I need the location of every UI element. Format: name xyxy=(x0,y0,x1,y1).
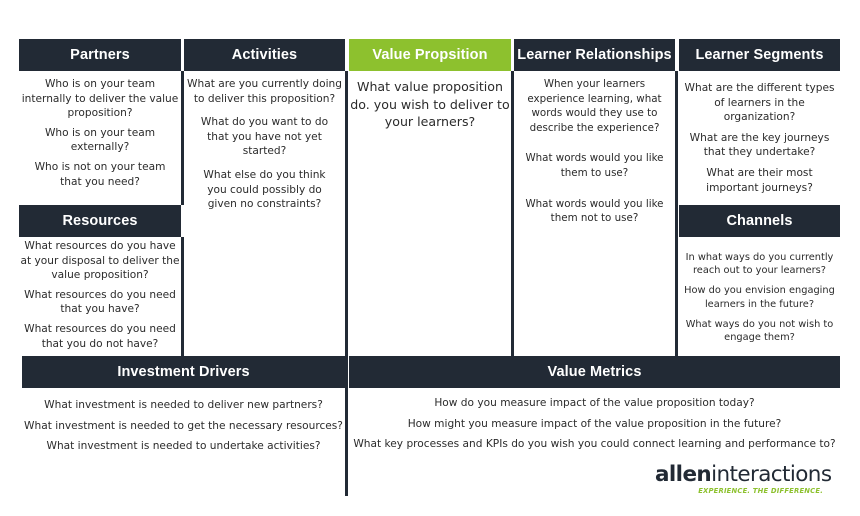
learner-relationships-question: What words would you like them not to use? xyxy=(525,197,664,225)
activities-question: What do you want to do that you have not yet started? xyxy=(200,116,329,158)
partners-question: Who is on your team externally? xyxy=(44,126,156,154)
learner-segments-question: What are their most important journeys? xyxy=(706,166,813,194)
resources-header: Resources xyxy=(19,205,181,237)
logo-wordmark xyxy=(655,462,832,487)
learner-segments-question: What are the key journeys that they undertake? xyxy=(689,131,830,159)
activities-question: What are you currently doing to deliver this proposition? xyxy=(187,78,342,105)
divider-segments-left xyxy=(675,71,678,356)
resources-questions xyxy=(19,239,181,359)
value-proposition-header: Value Propsition xyxy=(349,39,511,71)
resources-question: What resources do you need that you have? xyxy=(24,288,176,316)
investment-drivers-question: What investment is needed to deliver new partners? xyxy=(44,399,323,411)
resources-question: What resources do you have at your disposal to deliver the value proposition? xyxy=(20,240,180,282)
learner-relationships-question: When your learners experience learning, what words would they use to describe the experience? xyxy=(527,78,662,134)
investment-drivers-questions xyxy=(22,398,345,462)
activities-questions xyxy=(186,77,343,220)
learner-segments-question: What are the different types of learners in the organization? xyxy=(684,82,835,124)
activities-question: What else do you think you could possibly do given no constraints? xyxy=(203,168,326,211)
allen-interactions-logo xyxy=(655,462,832,495)
value-metrics-question: How might you measure impact of the value proposition in the future? xyxy=(407,417,782,430)
investment-drivers-question: What investment is needed to undertake activities? xyxy=(46,440,321,453)
channels-question: In what ways do you currently reach out to your learners? xyxy=(685,252,834,277)
resources-question: What resources do you need that you do not have? xyxy=(24,322,176,350)
logo-bold-text: allen xyxy=(655,462,712,487)
divider-value-prop-left xyxy=(345,71,348,496)
channels-question: What ways do you not wish to engage them? xyxy=(685,318,834,344)
learner-relationships-header: Learner Relationships xyxy=(514,39,675,71)
divider-activities-left-lower xyxy=(181,237,184,356)
channels-question: How do you envision engaging learners in the future? xyxy=(684,285,835,310)
activities-header: Activities xyxy=(184,39,345,71)
partners-question: Who is on your team internally to deliver the value proposition? xyxy=(21,78,179,120)
logo-tagline: EXPERIENCE. THE DIFFERENCE. xyxy=(698,487,823,495)
learner-relationships-question: What words would you like them to use? xyxy=(525,152,664,179)
value-proposition-questions xyxy=(349,78,511,139)
partners-question: Who is not on your team that you need? xyxy=(34,160,166,188)
value-metrics-questions xyxy=(349,396,840,460)
channels-questions xyxy=(679,251,840,352)
investment-drivers-header: Investment Drivers xyxy=(22,356,345,388)
value-metrics-question: How do you measure impact of the value proposition today? xyxy=(434,397,755,409)
learner-segments-questions xyxy=(679,81,840,203)
learner-segments-header: Learner Segments xyxy=(679,39,840,71)
partners-header: Partners xyxy=(19,39,181,71)
logo-light-text: interactions xyxy=(711,462,832,487)
divider-activities-left xyxy=(181,71,184,205)
learner-relationships-questions xyxy=(514,77,675,234)
value-metrics-question: What key processes and KPIs do you wish you could connect learning and performance to? xyxy=(353,438,836,451)
channels-header: Channels xyxy=(679,205,840,237)
investment-drivers-question: What investment is needed to get the necessary resources? xyxy=(24,419,343,432)
value-metrics-header: Value Metrics xyxy=(349,356,840,388)
partners-questions xyxy=(19,77,181,197)
value-proposition-question: What value proposition do. you wish to deliver to your learners? xyxy=(350,79,510,130)
